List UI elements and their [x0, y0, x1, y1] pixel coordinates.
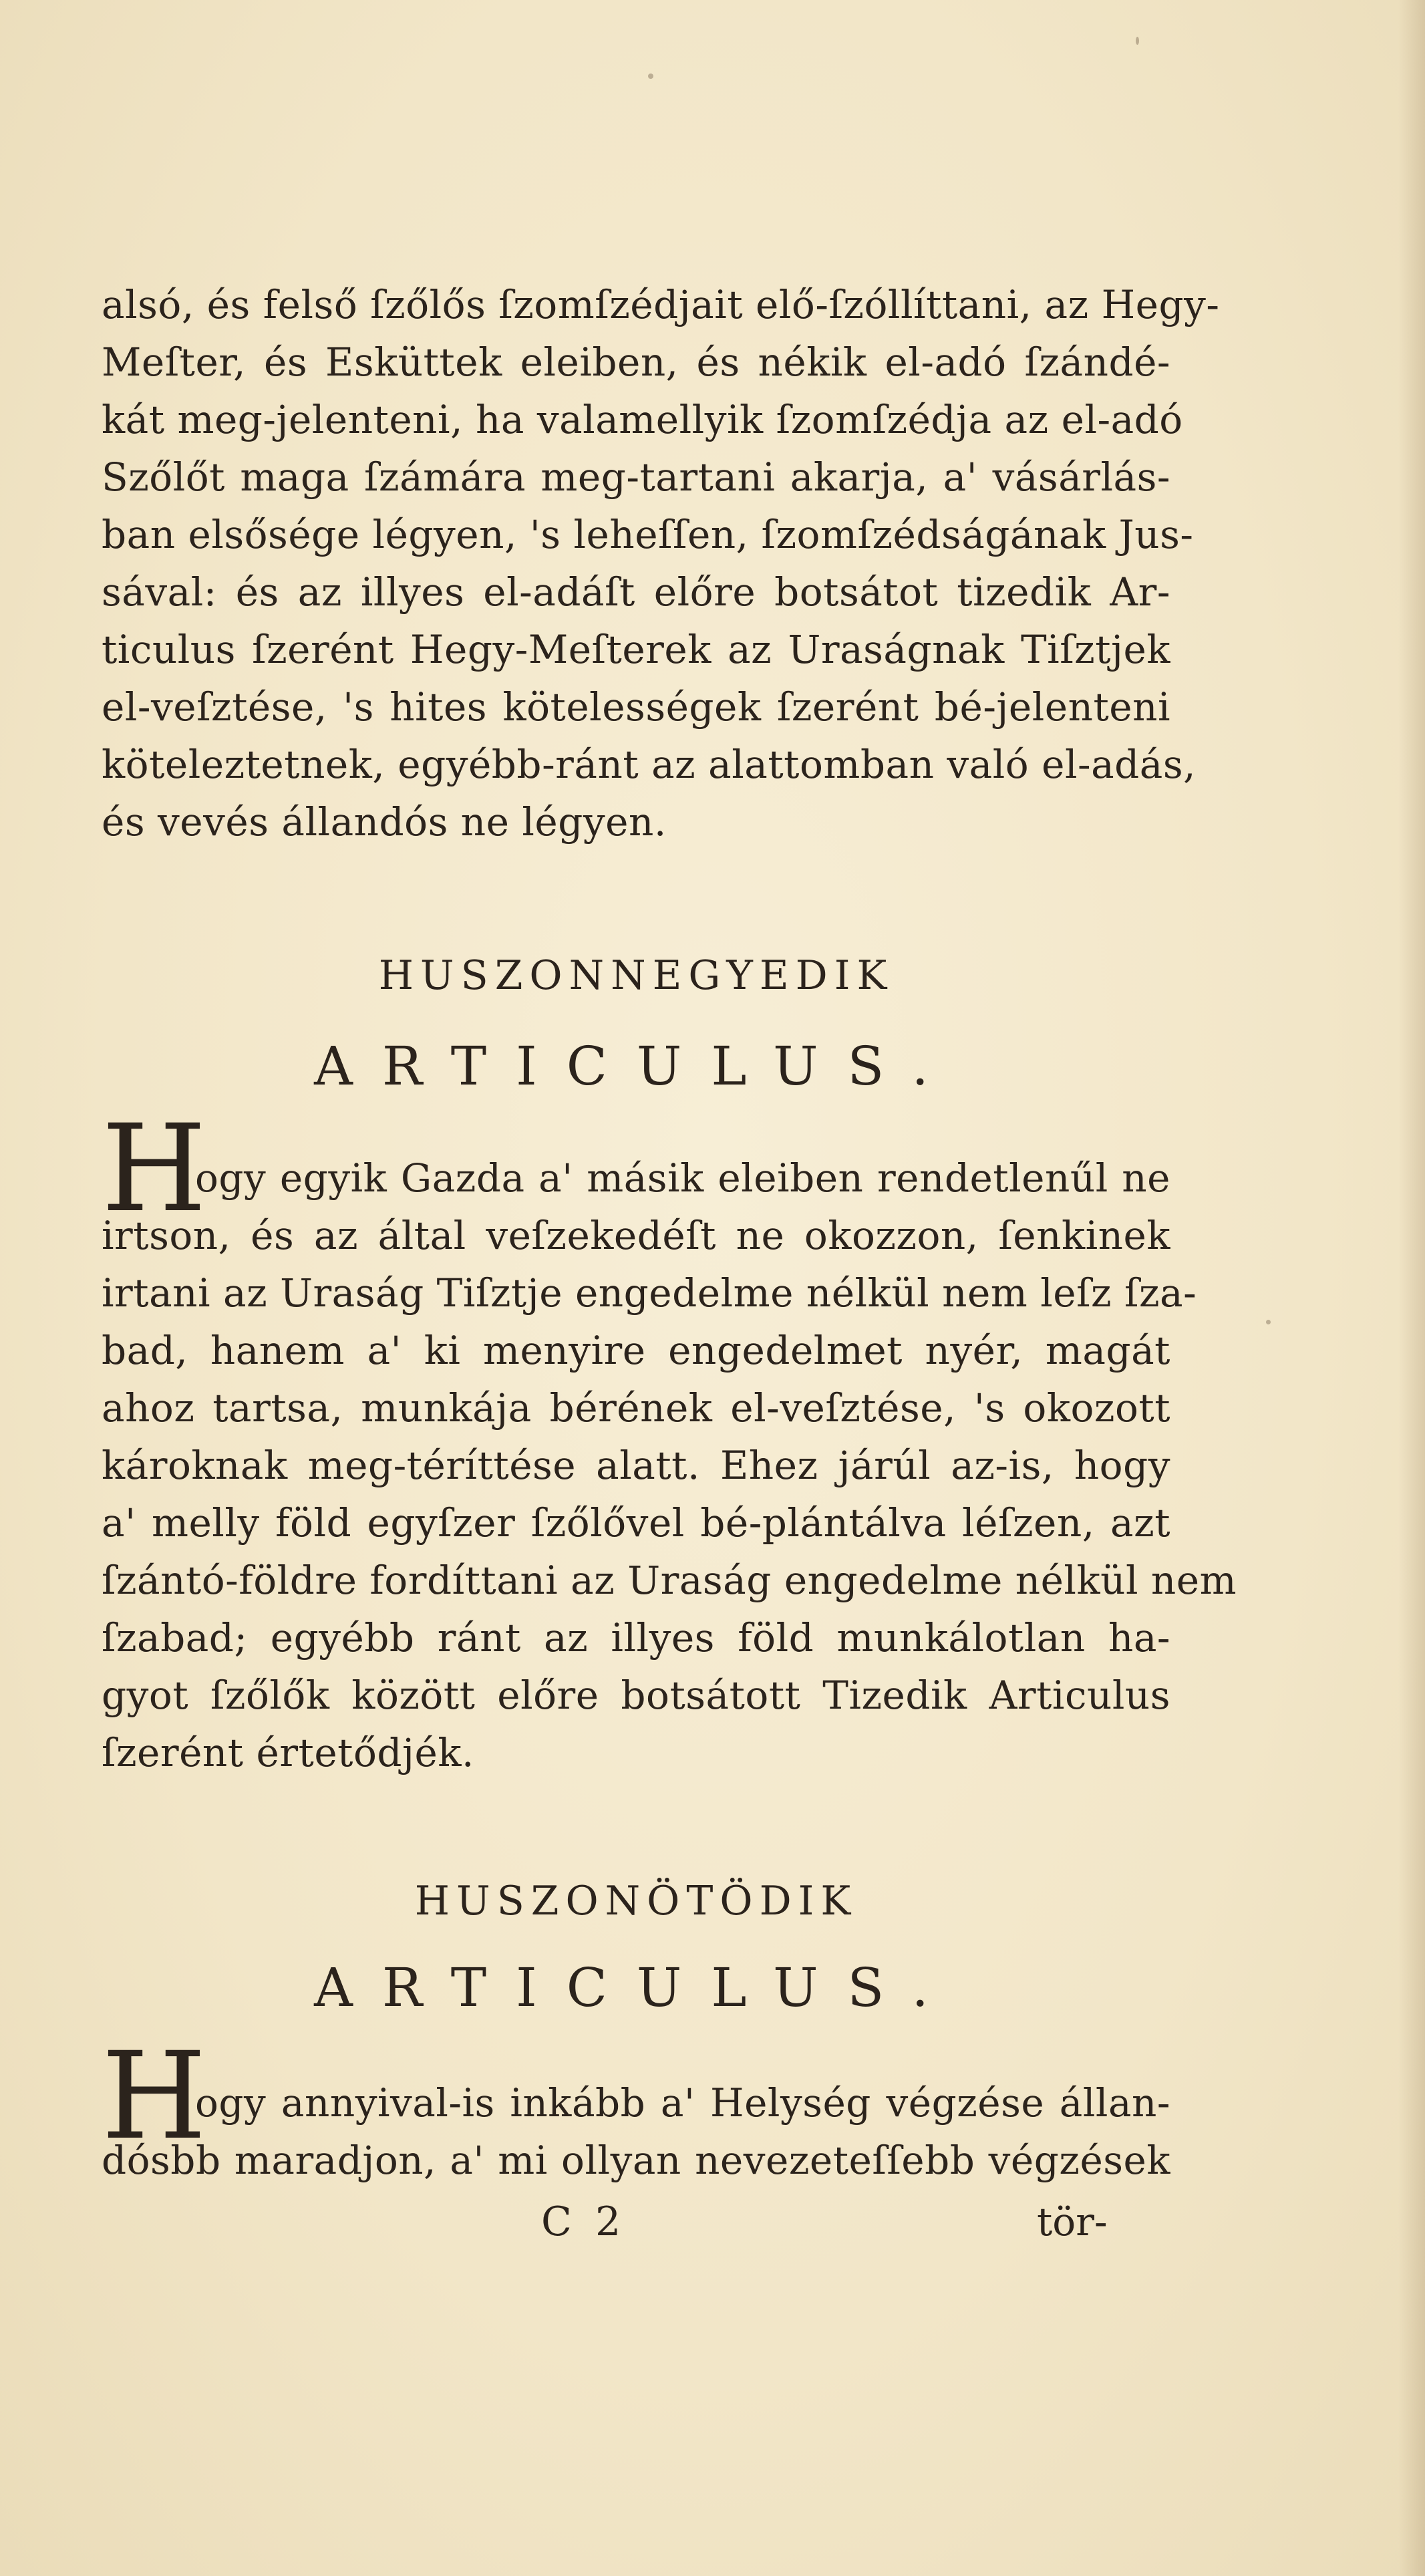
paper-speck: [648, 74, 653, 79]
text-line: bad, hanem a' ki menyire engedelmet nyér, magát: [102, 1328, 1170, 1373]
text-line: a' melly föld egyſzer ſzőlővel bé-plántálva léſzen, azt: [102, 1500, 1170, 1546]
text-line: károknak meg-téríttése alatt. Ehez járúl az-is, hogy: [102, 1443, 1170, 1488]
text-line: és vevés állandós ne légyen.: [102, 799, 667, 845]
text-line: dósbb maradjon, a' mi ollyan nevezeteſſebb végzések: [102, 2138, 1170, 2183]
text-line: ſzerént értetődjék.: [102, 1730, 474, 1775]
text-line: ban elsősége légyen, 's leheſſen, ſzomſzédságának Jus-: [102, 512, 1194, 557]
text-line: ogy annyival-is inkább a' Helység végzése állan-: [195, 2080, 1170, 2126]
page-edge-shadow: [1398, 0, 1425, 2576]
text-line: ahoz tartsa, munkája bérének el-veſztése, 's okozott: [102, 1385, 1170, 1431]
text-line: ticulus ſzerént Hegy-Meſterek az Uraságnak Tiſztjek: [102, 627, 1170, 672]
text-line: kát meg-jelenteni, ha valamellyik ſzomſzédja az el-adó: [102, 397, 1183, 442]
article-title: ARTICULUS.: [314, 1035, 958, 1097]
drop-cap: H: [102, 1099, 206, 1239]
article-subtitle: HUSZONNEGYEDIK: [378, 952, 894, 999]
text-line: irtani az Uraság Tiſztje engedelme nélkül nem leſz ſza-: [102, 1270, 1197, 1316]
article-title: ARTICULUS.: [314, 1957, 958, 2019]
text-line: el-veſztése, 's hites kötelességek ſzerént bé-jelenteni: [102, 684, 1170, 730]
signature-mark: C 2: [541, 2198, 627, 2245]
text-line: ſzántó-földre fordíttani az Uraság engedelme nélkül nem: [102, 1558, 1237, 1603]
text-line: sával: és az illyes el-adáſt előre botsátot tizedik Ar-: [102, 569, 1170, 615]
article-subtitle: HUSZONÖTÖDIK: [414, 1878, 858, 1924]
text-line: Meſter, és Esküttek eleiben, és nékik el-adó ſzándé-: [102, 339, 1170, 385]
text-line: ogy egyik Gazda a' másik eleiben rendetlenűl ne: [195, 1155, 1170, 1201]
text-line: köteleztetnek, egyébb-ránt az alattomban való el-adás,: [102, 742, 1197, 787]
text-line: ſzabad; egyébb ránt az illyes föld munkálotlan ha-: [102, 1615, 1170, 1661]
text-line: alsó, és felső ſzőlős ſzomſzédjait elő-ſzóllíttani, az Hegy-: [102, 282, 1220, 327]
text-line: irtson, és az által veſzekedéſt ne okozzon, ſenkinek: [102, 1213, 1170, 1258]
text-line: gyot ſzőlők között előre botsátott Tizedik Articulus: [102, 1673, 1170, 1718]
paper-speck: [1136, 37, 1139, 45]
paper-speck: [1266, 1320, 1271, 1324]
catchword: tör-: [1037, 2199, 1108, 2245]
drop-cap: H: [102, 2027, 206, 2166]
text-line: Szőlőt maga ſzámára meg-tartani akarja, a' vásárlás-: [102, 454, 1170, 500]
